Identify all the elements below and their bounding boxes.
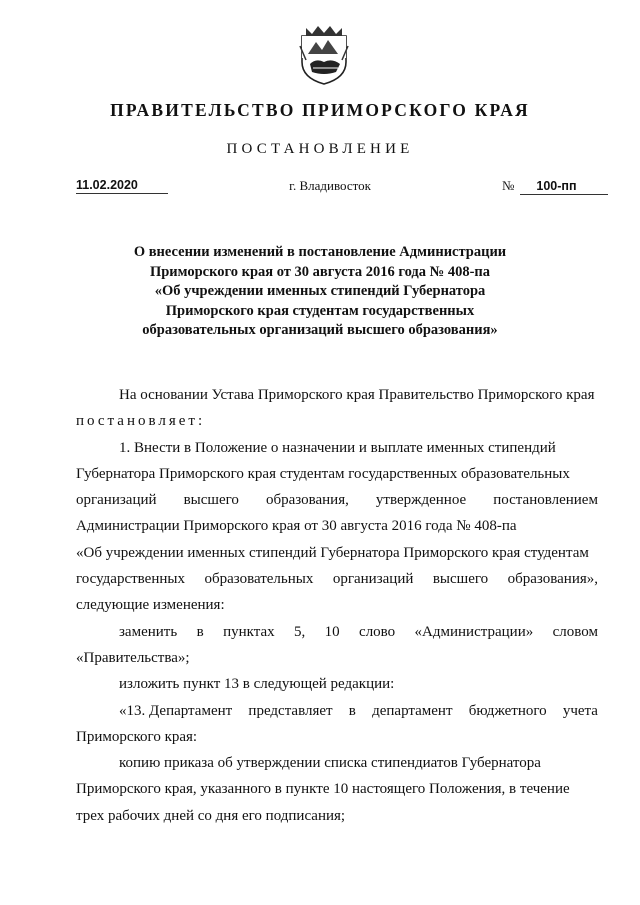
body-line: изложить пункт 13 в следующей редакции: — [119, 676, 395, 693]
word: организаций — [332, 571, 414, 588]
body-line: Приморского края, указанного в пункте 10 настоящего Положения, в течение — [76, 781, 570, 798]
body-line: Губернатора Приморского края студентам государственных образовательных — [76, 465, 570, 482]
word: образовательных — [204, 571, 314, 588]
body-line: копию приказа об утверждении списка стипендиатов Губернатора — [119, 755, 541, 772]
word: утвержденное — [375, 492, 467, 509]
subject-line: О внесении изменений в постановление Администрации — [133, 244, 507, 260]
body-line: трех рабочих дней со дня его подписания; — [76, 807, 346, 824]
word: департамент — [372, 702, 453, 719]
subject-line: Приморского края студентам государственных — [165, 302, 475, 319]
word: заменить — [119, 623, 178, 640]
body-line-justified — [76, 619, 598, 645]
body-line: На основании Устава Приморского края Правительство Приморского края — [119, 387, 595, 403]
word: 5, — [294, 623, 306, 640]
body-line: постановляет: — [76, 413, 206, 430]
word: «13. Департамент — [119, 702, 233, 719]
body-line: Администрации Приморского края от 30 августа 2016 года № 408-па — [76, 518, 517, 535]
word: организаций — [76, 492, 157, 509]
subject-line: образовательных организаций высшего образования» — [142, 322, 498, 338]
word: представляет — [248, 702, 333, 719]
word: бюджетного — [468, 702, 547, 719]
word: учета — [562, 702, 598, 719]
subject-line: «Об учреждении именных стипендий Губернатора — [154, 283, 486, 299]
document-type: ПОСТАНОВЛЕНИЕ — [226, 141, 414, 157]
word: высшего — [183, 492, 239, 509]
word: образования, — [265, 492, 349, 509]
word: в — [196, 623, 204, 640]
word: пунктах — [223, 623, 275, 640]
body-line: «Правительства»; — [76, 649, 190, 666]
word: высшего — [432, 571, 489, 588]
word: «Администрации» — [414, 623, 534, 640]
word: словом — [552, 623, 598, 640]
word: слово — [359, 623, 396, 640]
document-subject — [0, 243, 640, 341]
body-line-justified — [76, 698, 598, 724]
document-number-block — [502, 178, 608, 195]
document-date: 11.02.2020 — [76, 178, 168, 194]
body-line-justified — [76, 566, 598, 592]
body-line: Приморского края: — [76, 728, 198, 745]
number-sign: № — [502, 178, 515, 193]
document-body — [76, 382, 598, 829]
body-line: 1. Внести в Положение о назначении и выплате именных стипендий — [119, 439, 556, 456]
body-line-justified — [76, 487, 598, 513]
document-city: г. Владивосток — [289, 178, 371, 193]
word: 10 — [324, 623, 340, 640]
document-number: 100-пп — [520, 179, 608, 195]
primorsky-krai-coat-of-arms-icon — [298, 24, 350, 86]
word: образования», — [507, 571, 598, 588]
government-title: ПРАВИТЕЛЬСТВО ПРИМОРСКОГО КРАЯ — [110, 100, 530, 120]
word: постановлением — [493, 492, 598, 509]
body-line: следующие изменения: — [76, 597, 225, 614]
word: государственных — [76, 571, 185, 588]
word: в — [348, 702, 356, 719]
body-line: «Об учреждении именных стипендий Губернатора Приморского края студентам — [76, 544, 589, 561]
subject-line: Приморского края от 30 августа 2016 года № 408-па — [149, 263, 491, 280]
